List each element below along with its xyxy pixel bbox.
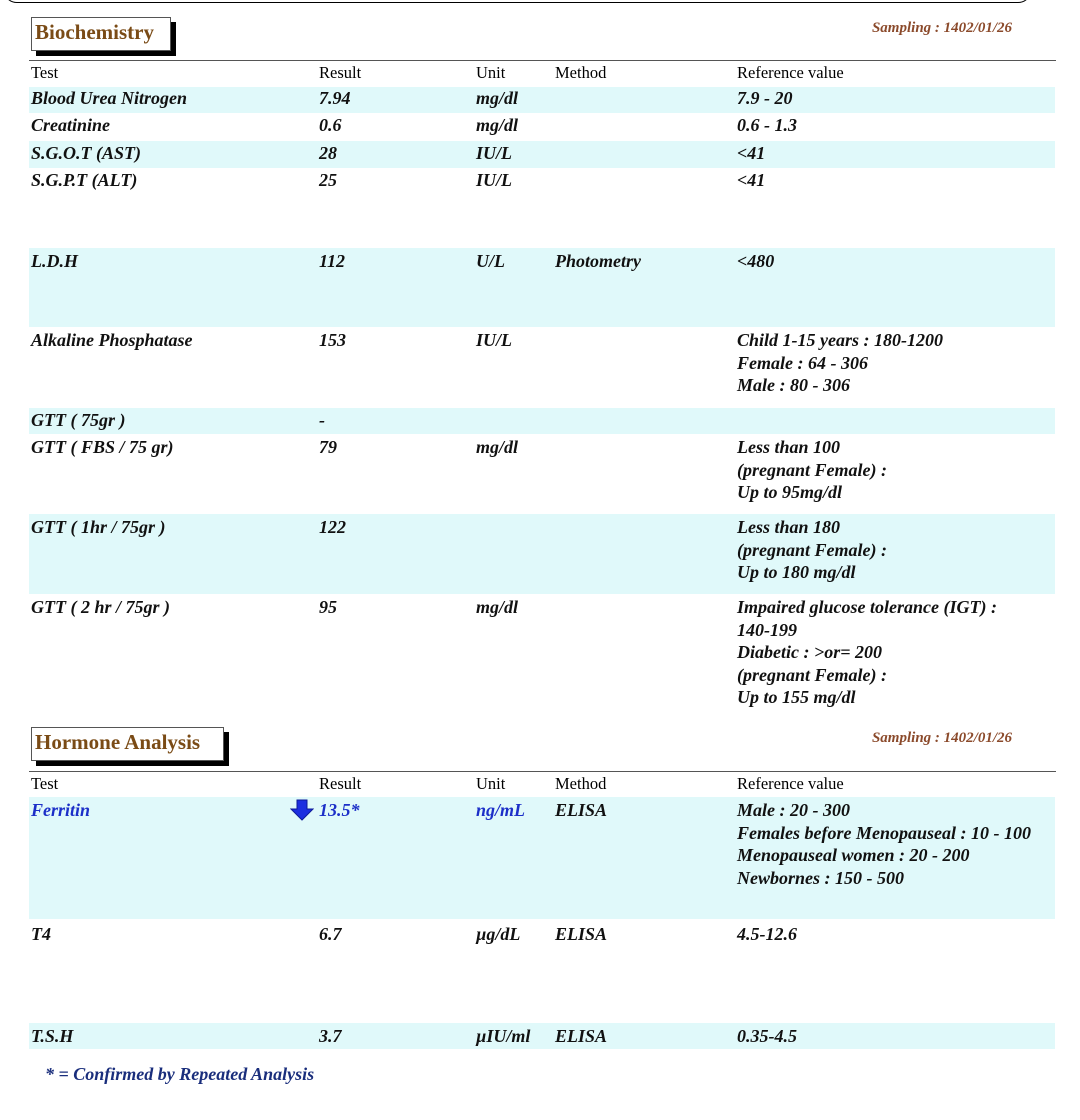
test-result: 112 xyxy=(319,251,346,271)
test-result: 0.6 xyxy=(319,115,342,135)
test-result: 79 xyxy=(319,437,337,457)
test-result: 28 xyxy=(319,143,337,163)
section-title-biochemistry: Biochemistry xyxy=(31,17,171,51)
test-name: S.G.P.T (ALT) xyxy=(31,170,138,190)
test-result: - xyxy=(319,410,325,430)
test-name: T.S.H xyxy=(31,1026,74,1046)
test-result: 3.7 xyxy=(319,1026,342,1046)
section-title-hormone-analysis: Hormone Analysis xyxy=(31,727,224,761)
col-header-unit: Unit xyxy=(476,774,506,793)
col-header-test: Test xyxy=(31,774,59,793)
test-unit: ng/mL xyxy=(476,800,526,820)
test-unit: U/L xyxy=(476,251,505,271)
test-unit: mg/dl xyxy=(476,437,519,457)
test-unit: IU/L xyxy=(476,170,512,190)
test-reference: Less than 180 (pregnant Female) : Up to 180 mg/dl xyxy=(737,517,887,582)
test-result: 13.5* xyxy=(319,800,360,820)
test-reference: <41 xyxy=(737,170,766,190)
test-name: Blood Urea Nitrogen xyxy=(31,88,188,108)
sampling-date-biochemistry: Sampling : 1402/01/26 xyxy=(871,20,1012,36)
col-header-method: Method xyxy=(555,63,607,82)
arrow-down-icon xyxy=(290,799,314,821)
test-unit: mg/dl xyxy=(476,115,519,135)
test-reference: Impaired glucose tolerance (IGT) : 140-199 Diabetic : >or= 200 (pregnant Female) : Up to 155 mg/dl xyxy=(737,597,997,707)
test-method: ELISA xyxy=(555,800,608,820)
test-result: 25 xyxy=(319,170,337,190)
test-reference: <41 xyxy=(737,143,766,163)
previous-panel-frame xyxy=(3,0,1032,3)
col-header-test: Test xyxy=(31,63,59,82)
test-method: ELISA xyxy=(555,924,608,944)
test-name: GTT ( 1hr / 75gr ) xyxy=(31,517,166,537)
test-name: Alkaline Phosphatase xyxy=(31,330,193,350)
test-name: S.G.O.T (AST) xyxy=(31,143,142,163)
test-reference: 4.5-12.6 xyxy=(737,924,797,944)
test-result: 122 xyxy=(319,517,346,537)
test-method: Photometry xyxy=(555,251,641,271)
sampling-date-hormone: Sampling : 1402/01/26 xyxy=(871,730,1012,746)
test-name: L.D.H xyxy=(31,251,78,271)
col-header-unit: Unit xyxy=(476,63,506,82)
test-reference: 0.6 - 1.3 xyxy=(737,115,797,135)
test-result: 95 xyxy=(319,597,337,617)
test-reference: Less than 100 (pregnant Female) : Up to 95mg/dl xyxy=(737,437,887,502)
test-name: GTT ( FBS / 75 gr) xyxy=(31,437,174,457)
test-reference: <480 xyxy=(737,251,775,271)
col-header-result: Result xyxy=(319,63,362,82)
test-name: T4 xyxy=(31,924,51,944)
test-unit: µIU/ml xyxy=(476,1026,531,1046)
test-unit: mg/dl xyxy=(476,88,519,108)
header-divider xyxy=(29,60,1056,61)
table-row-bg xyxy=(29,408,1055,434)
test-unit: mg/dl xyxy=(476,597,519,617)
col-header-method: Method xyxy=(555,774,607,793)
test-reference: 0.35-4.5 xyxy=(737,1026,797,1046)
test-reference: Child 1-15 years : 180-1200 Female : 64 - 306 Male : 80 - 306 xyxy=(737,330,943,395)
test-name: GTT ( 2 hr / 75gr ) xyxy=(31,597,170,617)
test-name: Creatinine xyxy=(31,115,111,135)
test-name: GTT ( 75gr ) xyxy=(31,410,126,430)
col-header-reference: Reference value xyxy=(737,63,844,82)
footnote: * = Confirmed by Repeated Analysis xyxy=(45,1064,315,1084)
test-unit: µg/dL xyxy=(476,924,521,944)
test-result: 6.7 xyxy=(319,924,342,944)
test-reference: 7.9 - 20 xyxy=(737,88,793,108)
test-method: ELISA xyxy=(555,1026,608,1046)
test-reference: Male : 20 - 300 Females before Menopauseal : 10 - 100 Menopauseal women : 20 - 200 Newbornes : 150 - 500 xyxy=(737,800,1031,888)
col-header-result: Result xyxy=(319,774,362,793)
test-name: Ferritin xyxy=(31,800,91,820)
test-unit: IU/L xyxy=(476,143,512,163)
test-unit: IU/L xyxy=(476,330,512,350)
header-divider xyxy=(29,771,1056,772)
test-result: 153 xyxy=(319,330,346,350)
test-result: 7.94 xyxy=(319,88,351,108)
col-header-reference: Reference value xyxy=(737,774,844,793)
